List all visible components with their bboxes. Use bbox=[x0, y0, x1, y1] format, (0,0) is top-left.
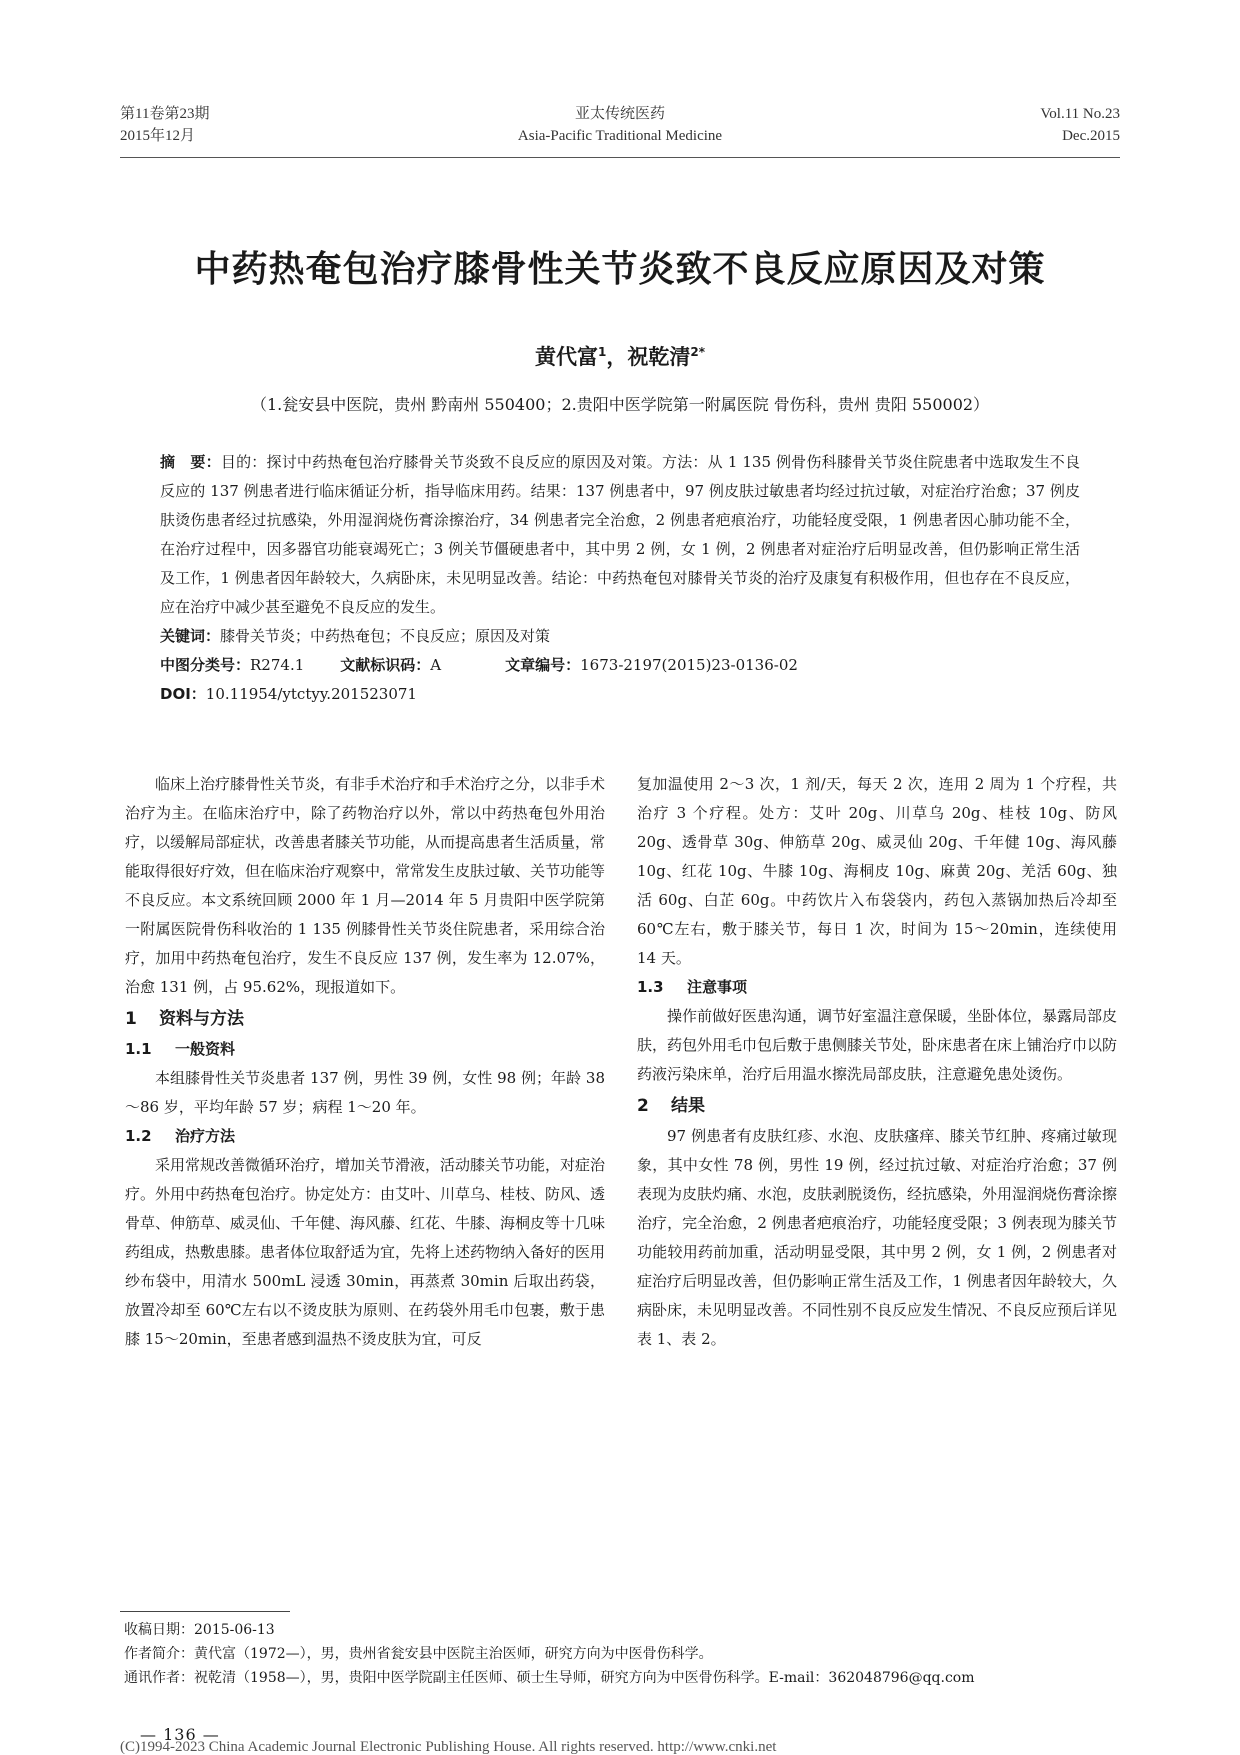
author-1-affil-mark: 1 bbox=[598, 345, 607, 359]
section-1-number: 1 bbox=[125, 1009, 137, 1029]
running-header-center bbox=[420, 103, 820, 147]
doc-code-value: A bbox=[430, 656, 442, 674]
running-header-right bbox=[920, 103, 1120, 147]
keywords-label: 关键词： bbox=[160, 627, 221, 645]
page-number: — 136 — bbox=[140, 1725, 220, 1744]
section-1-title: 资料与方法 bbox=[159, 1009, 244, 1029]
section-1-3-number: 1.3 bbox=[637, 978, 664, 996]
received-date: 收稿日期：2015-06-13 bbox=[124, 1622, 275, 1638]
section-1-2-heading bbox=[125, 1122, 605, 1151]
clc-value: R274.1 bbox=[250, 656, 305, 674]
publication-date: 2015年12月 bbox=[120, 128, 196, 144]
copyright-line: (C)1994-2023 China Academic Journal Electronic Publishing House. All rights reserved. http://www.cnki.net bbox=[120, 1739, 777, 1755]
journal-name-en: Asia-Pacific Traditional Medicine bbox=[517, 128, 723, 144]
abstract-block bbox=[160, 448, 1080, 709]
volume-issue: 第11卷第23期 bbox=[120, 106, 210, 122]
body-column-right bbox=[637, 770, 1117, 1354]
volume-issue-en: Vol.11 No.23 bbox=[1040, 106, 1120, 122]
author-2: 祝乾清 bbox=[627, 345, 691, 369]
section-1-3-title: 注意事项 bbox=[687, 978, 748, 996]
section-1-1-text: 本组膝骨性关节炎患者 137 例，男性 39 例，女性 98 例；年龄 38～86 岁，平均年龄 57 岁；病程 1～20 年。 bbox=[125, 1069, 605, 1116]
header-divider bbox=[120, 157, 1120, 158]
corresponding-author: 通讯作者：祝乾清（1958—），男，贵阳中医学院副主任医师、硕士生导师，研究方向为中医骨伤科学。E-mail：362048796@qq.com bbox=[124, 1670, 975, 1686]
keywords-text: 膝骨关节炎；中药热奄包；不良反应；原因及对策 bbox=[220, 627, 551, 645]
author-2-affil-mark: 2* bbox=[690, 345, 705, 359]
section-1-2-number: 1.2 bbox=[125, 1127, 152, 1145]
section-2-text: 97 例患者有皮肤红疹、水泡、皮肤瘙痒、膝关节红肿、疼痛过敏现象，其中女性 78 例，男性 19 例，经过抗过敏、对症治疗治愈；37 例表现为皮肤灼痛、水泡，皮肤剥脱烫伤，经抗感染，外用湿润烧伤膏涂擦治疗，完全治愈，2 例患者疤痕治疗，功能轻度受限；3 例表现为膝关节功能较用药前加重，活动明显受限，其中男 2 例，女 1 例，2 例患者对症治疗后明显改善，但仍影响正常生活及工作，1 例患者因年龄较大，久病卧床，未见明显改善。不同性别不良反应发生情况、不良反应预后详见表 1、表 2。 bbox=[637, 1127, 1118, 1348]
section-1-2-continued: 复加温使用 2～3 次，1 剂/天，每天 2 次，连用 2 周为 1 个疗程，共治疗 3 个疗程。处方：艾叶 20g、川草乌 20g、桂枝 10g、防风 20g、透骨草 30g、伸筋草 20g、威灵仙 20g、千年健 10g、海风藤 10g、红花 10g、牛膝 10g、海桐皮 10g、麻黄 20g、羌活 60g、独活 60g、白芷 60g。中药饮片入布袋袋内，药包入蒸锅加热后冷却至 60℃左右，敷于膝关节，每日 1 次，时间为 15～20min，连续使用 14 天。 bbox=[637, 775, 1117, 967]
author-bio: 作者简介：黄代富（1972—），男，贵州省瓮安县中医院主治医师，研究方向为中医骨伤科学。 bbox=[124, 1646, 713, 1662]
article-no-value: 1673-2197(2015)23-0136-02 bbox=[580, 656, 798, 674]
publication-date-en: Dec.2015 bbox=[1062, 128, 1120, 144]
doi-label: DOI： bbox=[160, 685, 206, 703]
author-line bbox=[120, 338, 1120, 371]
abstract bbox=[160, 448, 1080, 622]
article-no-label: 文章编号： bbox=[505, 656, 581, 674]
footnotes bbox=[124, 1618, 1124, 1690]
section-1-heading bbox=[125, 1004, 605, 1035]
keywords bbox=[160, 622, 1080, 651]
author-1: 黄代富 bbox=[535, 345, 598, 369]
section-1-2-title: 治疗方法 bbox=[175, 1127, 236, 1145]
section-2-number: 2 bbox=[637, 1096, 649, 1116]
section-1-2-text: 采用常规改善微循环治疗，增加关节滑液，活动膝关节功能，对症治疗。外用中药热奄包治疗。协定处方：由艾叶、川草乌、桂枝、防风、透骨草、伸筋草、威灵仙、千年健、海风藤、红花、牛膝、海桐皮等十几味药组成，热敷患膝。患者体位取舒适为宜，先将上述药物纳入备好的医用纱布袋中，用清水 500mL 浸透 30min，再蒸煮 30min 后取出药袋，放置冷却至 60℃左右以不烫皮肤为原则、在药袋外用毛巾包裹，敷于患膝 15～20min，至患者感到温热不烫皮肤为宜，可反 bbox=[125, 1156, 606, 1348]
paper-title: 中药热奄包治疗膝骨性关节炎致不良反应原因及对策 bbox=[194, 249, 1046, 290]
intro-paragraph: 临床上治疗膝骨性关节炎，有非手术治疗和手术治疗之分，以非手术治疗为主。在临床治疗中，除了药物治疗以外，常以中药热奄包外用治疗，以缓解局部症状，改善患者膝关节功能，从而提高患者生活质量，常能取得很好疗效，但在临床治疗观察中，常常发生皮肤过敏、关节功能等不良反应。本文系统回顾 2000 年 1 月—2014 年 5 月贵阳中医学院第一附属医院骨伤科收治的 1 135 例膝骨性关节炎住院患者，采用综合治疗，加用中药热奄包治疗，发生不良反应 137 例，发生率为 12.07%，治愈 131 例，占 95.62%，现报道如下。 bbox=[125, 775, 606, 996]
clc-label: 中图分类号： bbox=[160, 656, 251, 674]
section-2-title: 结果 bbox=[671, 1096, 705, 1116]
affiliations: （1.瓮安县中医院，贵州 黔南州 550400；2.贵阳中医学院第一附属医院 骨伤科，贵州 贵阳 550002） bbox=[250, 395, 990, 414]
doi-value: 10.11954/ytctyy.201523071 bbox=[205, 685, 417, 703]
author-separator: ， bbox=[606, 345, 628, 369]
section-1-1-heading bbox=[125, 1035, 605, 1064]
section-1-3-heading bbox=[637, 973, 1117, 1002]
section-2-heading bbox=[637, 1091, 1117, 1122]
body-column-left bbox=[125, 770, 605, 1354]
section-1-1-title: 一般资料 bbox=[175, 1040, 236, 1058]
section-1-1-number: 1.1 bbox=[125, 1040, 152, 1058]
footnote-divider bbox=[120, 1611, 290, 1612]
abstract-text: 目的：探讨中药热奄包治疗膝骨关节炎致不良反应的原因及对策。方法：从 1 135 例骨伤科膝骨关节炎住院患者中选取发生不良反应的 137 例患者进行临床循证分析，指导临床用药。结果：137 例患者中，97 例皮肤过敏患者均经过抗过敏，对症治疗治愈；37 例皮肤烫伤患者经过抗感染，外用湿润烧伤膏涂擦治疗，34 例患者完全治愈，2 例患者疤痕治疗，功能轻度受限，1 例患者因心肺功能不全，在治疗过程中，因多器官功能衰竭死亡；3 例关节僵硬患者中，其中男 2 例，女 1 例，2 例患者对症治疗后明显改善，但仍影响正常生活及工作，1 例患者因年龄较大，久病卧床，未见明显改善。结论：中药热奄包对膝骨关节炎的治疗及康复有积极作用，但也存在不良反应，应在治疗中减少甚至避免不良反应的发生。 bbox=[160, 453, 1080, 616]
running-header-left bbox=[120, 103, 209, 147]
classification-row bbox=[160, 651, 1080, 680]
doi-row bbox=[160, 680, 1080, 709]
journal-name-cn: 亚太传统医药 bbox=[574, 106, 665, 122]
section-1-3-text: 操作前做好医患沟通，调节好室温注意保暖，坐卧体位，暴露局部皮肤，药包外用毛巾包后敷于患侧膝关节处，卧床患者在床上铺治疗巾以防药液污染床单，治疗后用温水擦洗局部皮肤，注意避免患处烫伤。 bbox=[637, 1007, 1118, 1083]
abstract-label: 摘 要： bbox=[160, 453, 221, 471]
doc-code-label: 文献标识码： bbox=[340, 656, 431, 674]
